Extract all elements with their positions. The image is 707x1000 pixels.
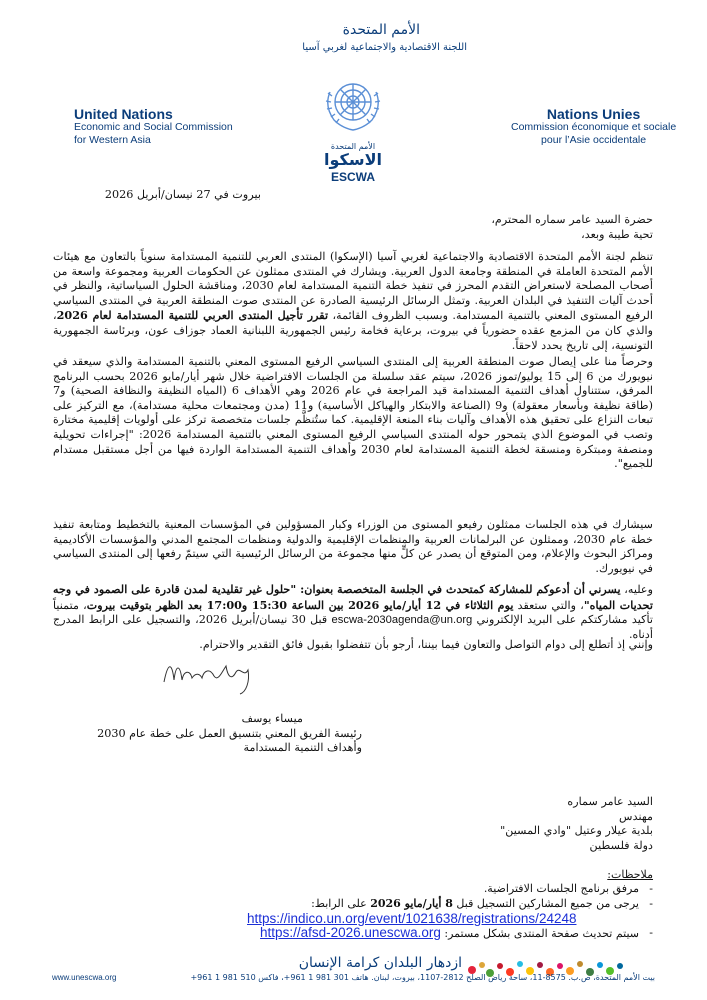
forum-page-link[interactable]: https://afsd-2026.unescwa.org (260, 925, 441, 940)
header-en-line3: for Western Asia (74, 134, 151, 146)
paragraph-3 (53, 518, 653, 576)
note-item-3-row (260, 926, 653, 942)
signatory-name: ميساء يوسف (241, 712, 303, 725)
footer-slogan: ازدهار البلدان كرامة الإنسان (298, 955, 462, 971)
header-fr-title: Nations Unies (546, 106, 641, 122)
paragraph-4 (53, 582, 653, 642)
recipient-country: دولة فلسطين (589, 838, 653, 852)
signatory-title-1: رئيسة الفريق المعني بتنسيق العمل على خطة عام 2030 (97, 727, 362, 740)
p4-text-c: ، متمنياً تأكيد مشاركتكم على البريد الإلكتروني (53, 598, 653, 627)
logo-escwa: ESCWA (330, 170, 375, 184)
note-item-2 (53, 897, 653, 912)
signatory-title-2: وأهداف التنمية المستدامة (243, 741, 362, 754)
note-item-3-text: سيتم تحديث صفحة المنتدى بشكل مستمر: (440, 927, 639, 940)
recipient-block (500, 795, 653, 853)
header-en-line2: Economic and Social Commission (74, 121, 233, 133)
note-item-2-text-a: يرجى من جميع المشاركين التسجيل قبل (452, 896, 639, 910)
p4-text-b: ، والتي ستعقد (513, 598, 584, 612)
p3-text: سيشارك في هذه الجلسات ممثلون رفيعو المستوى من الوزراء وكبار المسؤولين في المؤسسات المعنية بالتخطيط ومتابعة تنفيذ خطة عام 2030، وممثلون عن البرلمانات العربية والمنظمات الإقليمية والدولية ومنظمات المجتمع المدني والمؤسسات الأكاديمية ومراكز البحوث والإعلام، ومن المتوقع أن يصدر عن كلٍّ منها مجموعة من الرسائل الرئيسية التي سيتمّ رفعها إلى المنتدى السياسي في نيويورك. (53, 518, 653, 575)
header-ar-title: الأمم المتحدة (342, 22, 420, 38)
p1-text-b: ، والذي كان من المزمع عقده حضورياً في بيروت، برعاية فخامة رئيس الجمهورية اللبنانية العماد جوزاف عون، وبرئاسة الجمهورية التونسية، إلى تاريخ يحدد لاحقاً. (53, 309, 653, 352)
footer-website[interactable]: www.unescwa.org (52, 973, 117, 982)
p4-bold-1: يسرني أن أدعوكم للمشاركة كمتحدث في الجلسة المتخصصة بعنوان: "حلول غير تقليدية لمدن قادرة على الصمود في وجه تحديات المياه" (53, 582, 654, 612)
footer-address: بيت الأمم المتحدة، ص.ب. 8575-11، ساحة رياض الصلح 2812-1107، بيروت، لبنان. هاتف 301 981 1 961+، فاكس 510 981 1 961+ (190, 973, 655, 982)
note-item-2-bold: 8 أيار/مايو 2026 (370, 896, 453, 910)
salutation: حضرة السيد عامر سماره المحترم، (491, 213, 653, 226)
header-fr-line3: pour l’Asie occidentale (541, 134, 647, 146)
registration-link-row (247, 911, 576, 926)
un-emblem-logo (318, 70, 388, 140)
note-item-1-text: مرفق برنامج الجلسات الافتراضية. (483, 882, 639, 895)
letter-date: بيروت في 27 نيسان/أبريل 2026 (104, 188, 261, 201)
note-item-3 (260, 926, 653, 942)
p1-bold: تقرر تأجيل المنتدى العربي للتنمية المستدامة لعام 2026 (56, 308, 329, 323)
header-en-block (74, 108, 233, 147)
p1-text-a: تنظم لجنة الأمم المتحدة الاقتصادية والاجتماعية لغربي آسيا (الإسكوا) المنتدى العربي للتنمية المستدامة سنوياً بالتعاون مع هيئات الأمم المتحدة العاملة في المنطقة وجامعة الدول العربية. ويشارك في المنتدى ممثلون عن الحكومات العربية ومجموعة واسعة من أصحاب المصلحة لاستعراض التقدم المحرز في تنفيذ خطة التنمية المستدامة لعام 2030، ومناقشة الحلول السياساتية، والنظر في أحدث آليات التنفيذ في البلدان العربية. وتمثل الرسائل الرئيسية الصادرة عن المنتدى صوت المنطقة العربية في المنتدى السياسي الرفيع المستوى المعني بالتنمية المستدامة. وبسبب الظروف القائمة، (53, 250, 654, 323)
handwritten-signature (160, 652, 260, 697)
header-fr-line2: Commission économique et sociale (511, 121, 677, 133)
p4-bold-2: يوم الثلاثاء في 12 أيار/مايو 2026 بين الساعة 15:30 و17:00 بعد الظهر بتوقيت بيروت (86, 597, 514, 612)
header-en-title: United Nations (74, 106, 173, 122)
paragraph-1 (53, 250, 653, 353)
header-ar-subtitle: اللجنة الاقتصادية والاجتماعية لغربي آسيا (302, 42, 467, 53)
notes-heading (607, 868, 653, 883)
header-fr-block (511, 108, 676, 147)
paragraph-2 (53, 355, 653, 472)
p4-text-d: قبل 30 نيسان/أبريل 2026، والتسجيل على الرابط المدرج أدناه. (53, 613, 653, 641)
notes-heading-text: ملاحظات: (607, 868, 653, 881)
logo-ar-big: الاسكوا (324, 150, 382, 169)
recipient-name: السيد عامر سماره (567, 795, 653, 808)
recipient-role: مهندس (618, 809, 653, 823)
note-item-2-text-b: على الرابط: (311, 896, 371, 910)
recipient-org: بلدية عيلار وعتيل "وادي المسين" (500, 824, 653, 838)
p4-text-a: وعليه، (620, 583, 654, 596)
notes-list (53, 882, 653, 911)
p5-text: وإنني إذ أتطلع إلى دوام التواصل والتعاون فيما بيننا، أرجو بأن تتفضلوا بقبول فائق التقدير والاحترام. (199, 638, 653, 651)
logo-ar-small: الأمم المتحدة (330, 142, 376, 151)
contact-email[interactable]: escwa-2030agenda@un.org (331, 614, 473, 627)
p2-text: وحرصاً منا على إيصال صوت المنطقة العربية إلى المنتدى السياسي الرفيع المستوى المعني بالتنمية المستدامة والذي سيعقد في نيويورك من 6 إلى 15 يوليو/تموز 2026، سيتم عقد سلسلة من الجلسات الافتراضية خلال شهر أيار/مايو 2026 بحسب البرنامج المرفق، ستتناول أهداف التنمية المستدامة قيد المراجعة في عام 2026 وهي الأهداف 6 (المياه النظيفة والنظافة الصحية) و7 (طاقة نظيفة وبأسعار معقولة) و9 (الصناعة والابتكار والهياكل الأساسية) و11 (مدن ومجتمعات محلية مستدامة)، مع التركيز على تبعات النزاع على تحقيق هذه الأهداف وآليات بناء المنعة الإقليمية. كما ستُنظَّم جلسات متخصصة تركز على أولويات إقليمية مختارة وتصب في الموضوع الذي يتمحور حوله المنتدى السياسي الرفيع المستوى المعني بالتنمية المستدامة 2026: "إجراءات تحويلية ومنصفة ومبتكرة ومنسقة لخطة التنمية المستدامة لعام 2030 وأهداف التنمية المستدامة الواردة فيها من أجل مستقبل مستدام للجميع". (53, 355, 653, 471)
note-item-1 (53, 882, 653, 897)
registration-link[interactable]: https://indico.un.org/event/1021638/registrations/24248 (247, 911, 577, 926)
paragraph-5 (53, 638, 653, 653)
greeting: تحية طيبة وبعد، (581, 228, 653, 241)
